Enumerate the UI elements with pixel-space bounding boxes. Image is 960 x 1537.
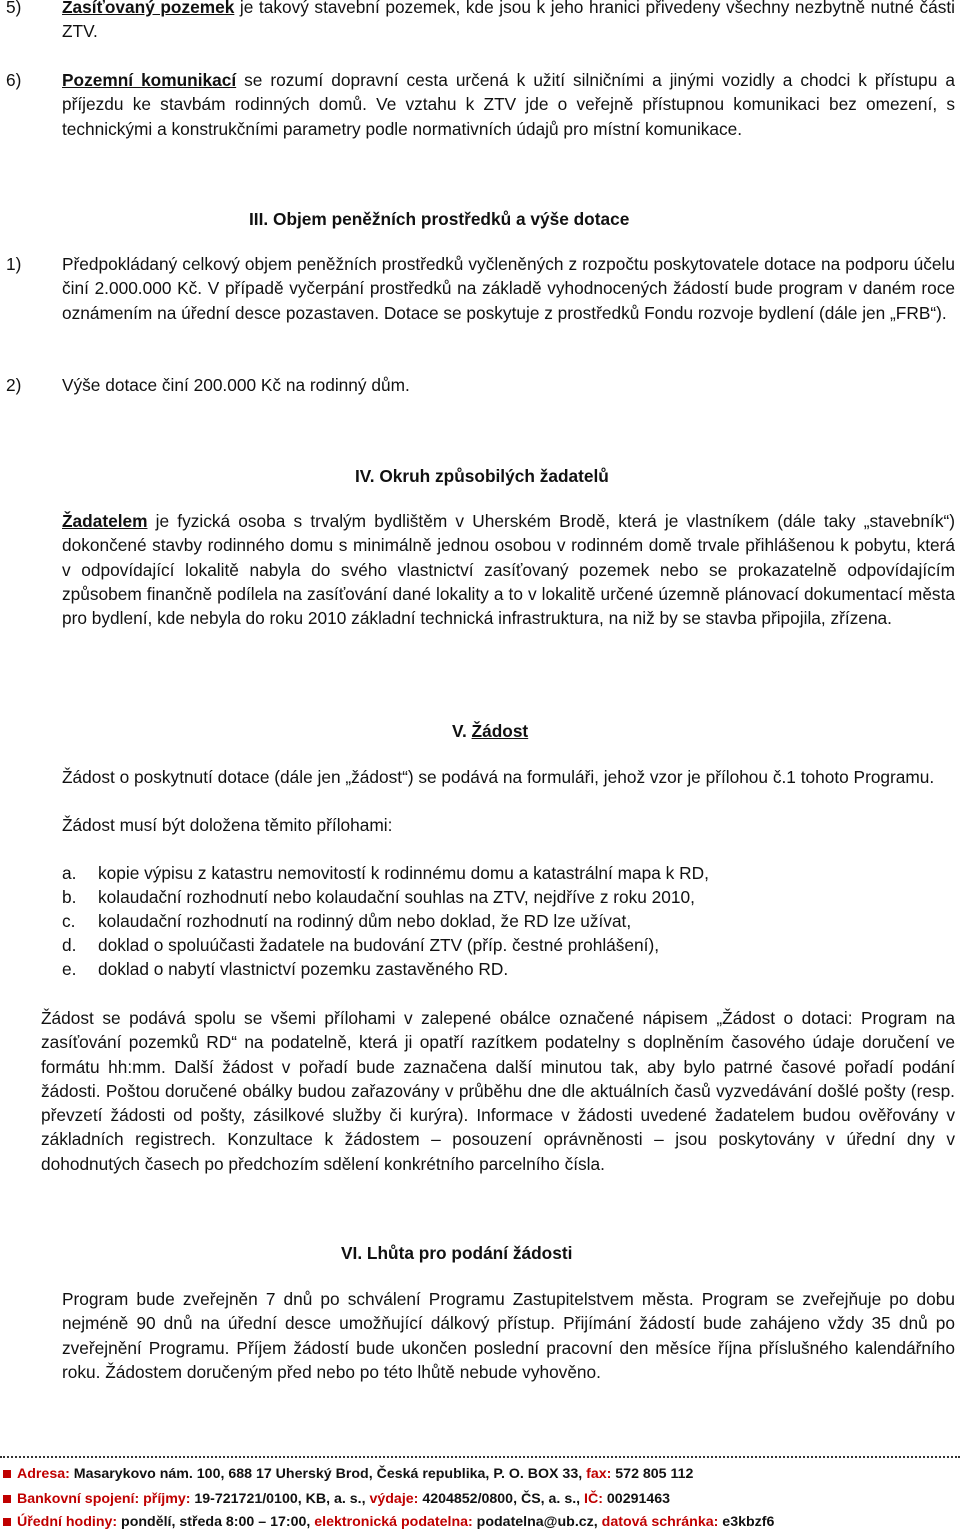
deadline-text: Program bude zveřejněn 7 dnů po schválení Programu Zastupitelstvem města. Program se zveřejňuje po dobu nejméně 90 dnů na úřední desce umožňující dálkový přístup. Přijímání žádostí bude zahájeno vždy 35 dnů po zveřejnění Programu. Příjem žádostí bude ukončen poslední pracovní den měsíce října příslušného kalendářního roku. Žádostem doručeným před nebo po této lhůtě nebude vyhověno. <box>62 1289 955 1382</box>
attachments-intro: Žádost musí být doložena těmito přílohami: <box>62 815 393 835</box>
document-page: 5) Zasíťovaný pozemek je takový stavební pozemek, kde jsou k jeho hranici přivedeny všechny nezbytně nutné části ZTV. 6) Pozemní komunikací se rozumí dopravní cesta určená k užití silničními a jinými vozidly a chodci k přístupu a příjezdu ke stavbám rodinných domů. Ve vztahu k ZTV jde o veřejně přístupnou komunikaci bez omezení, s technickými a konstrukčními parametry podle normativních údajů pro místní komunikace. III. Objem peněžních prostředků a výše dotace 1) Předpokládaný celkový objem peněžních prostředků vyčleněných z rozpočtu poskytovatele dotace na podporu účelu činí 2.000.000 Kč. V případě vyčerpání prostředků na základě vyhodnocených žádostí bude program v daném roce oznámením na úřední desce pozastaven. Dotace se poskytuje z prostředků Fondu rozvoje bydlení (dále jen „FRB“). 2) Výše dotace činí 200.000 Kč na rodinný dům. IV. Okruh způsobilých žadatelů Žadatelem je fyzická osoba s trvalým bydlištěm v Uherském Brodě, která je vlastníkem (dále taky „stavebník“) dokončené stavby rodinného domu s minimálně jednou osobou v rodinném domě trvale přihlášenou k pobytu, která v odpovídající lokalitě nabyla do svého vlastnictví zasíťovaný pozemek nebo se prokazatelně odpovídajícím způsobem finančně podílela na zasíťování dané lokality a to v lokalitě určené územně plánovací dokumentací města pro bydlení, kde nebyla do roku 2010 základní technická infrastruktura, na niž by se stavba připojila, zřízena. V. Žádost Žádost o poskytnutí dotace (dále jen „žádost“) se podává na formuláři, jehož vzor je přílohou č.1 tohoto Programu. Žádost musí být doložena těmito přílohami: a. kopie výpisu z katastru nemovitostí k rodinnému domu a katastrální mapa k RD, b. kolaudační rozhodnutí nebo kolaudační souhlas na ZTV, nejdříve z roku 2010, c. kolaudační rozhodnutí na rodinný dům nebo doklad, že RD lze užívat, d. doklad o spoluúčasti žadatele na budování ZTV (příp. čestné prohlášení), e. doklad o nabytí vlastnictví pozemku zastavěného RD. Žádost se podává spolu se všemi přílohami v zalepené obálce označené nápisem „Žádost o dotaci: Program na zasíťování pozemků RD“ na podatelně, která ji opatří razítkem podatelny s doplněním časového údaje doručení ve formátu hh:mm. Další žádost v pořadí bude zaznačena další minutou tak, aby bylo patrné časové pořadí podání žádosti. Poštou doručené obálky budou zařazovány v průběhu dne dle aktuálních časů vyzvedávání došlé pošty (resp. převzetí žádosti od pošty, zásilkové služby či kurýra). Informace v žádosti uvedené žadatelem budou ověřovány v základních registrech. Konzultace k žádostem – posouzení oprávněnosti – jsou poskytovány v úřední dny v dohodnutých časech po předchozím sdělení konkrétního parcelního čísla. VI. Lhůta pro podání žádosti Program bude zveřejněn 7 dnů po schválení Programu Zastupitelstvem města. Program se zveřejňuje po dobu nejméně 90 dnů na úřední desce umožňující dálkový přístup. Přijímání žádostí bude zahájeno vždy 35 dnů po zveřejnění Programu. Příjem žádostí bude ukončen poslední pracovní den měsíce října příslušného kalendářního roku. Žádostem doručeným před nebo po této lhůtě nebude vyhověno. Adresa: Masarykovo nám. 100, 688 17 Uherský Brod, Česká republika, P. O. BOX 33, fax: 572 805 112 Bankovní spojení: příjmy: 19-721721/0100, KB, a. s., výdaje: 4204852/0800, ČS, a. s., IČ: 00291463 Úřední hodiny: pondělí, středa 8:00 – 17:00, elektronická podatelna: podatelna@ub.cz, datová schránka: e3kbzf6 <box>0 0 960 1537</box>
section-heading-v: V. Žádost <box>452 721 529 741</box>
footer-bank: Bankovní spojení: příjmy: 19-721721/0100, KB, a. s., výdaje: 4204852/0800, ČS, a. s., IČ: 00291463 <box>0 1490 960 1508</box>
footer-divider <box>0 1456 960 1458</box>
item-text: Pozemní komunikací se rozumí dopravní cesta určená k užití silničními a jinými vozidly a chodci k přístupu a příjezdu ke stavbám rodinných domů. Ve vztahu k ZTV jde o veřejně přístupnou komunikaci bez omezení, s technickými a konstrukčními parametry podle normativních údajů pro místní komunikace. <box>62 70 955 139</box>
application-intro: Žádost o poskytnutí dotace (dále jen „žádost“) se podává na formuláři, jehož vzor je přílohou č.1 tohoto Programu. <box>62 767 935 787</box>
defined-term: Žadatelem <box>62 511 148 531</box>
section-heading-vi: VI. Lhůta pro podání žádosti <box>341 1243 573 1263</box>
section-heading-iv: IV. Okruh způsobilých žadatelů <box>355 466 609 486</box>
defined-term: Pozemní komunikací <box>62 70 237 90</box>
submission-instructions: Žádost se podává spolu se všemi přílohami v zalepené obálce označené nápisem „Žádost o dotaci: Program na zasíťování pozemků RD“ na podatelně, která ji opatří razítkem podatelny s doplněním časového údaje doručení ve formátu hh:mm. Další žádost v pořadí bude zaznačena další minutou tak, aby bylo patrné časové pořadí podání žádosti. Poštou doručené obálky budou zařazovány v průběhu dne dle aktuálních časů vyzvedávání došlé pošty (resp. převzetí žádosti od pošty, zásilkové služby či kurýra). Informace v žádosti uvedené žadatelem budou ověřovány v základních registrech. Konzultace k žádostem – posouzení oprávněnosti – jsou poskytovány v úřední dny v dohodnutých časech po předchozím sdělení konkrétního parcelního čísla. <box>41 1008 955 1174</box>
footer-address: Adresa: Masarykovo nám. 100, 688 17 Uherský Brod, Česká republika, P. O. BOX 33, fax: 572 805 112 <box>0 1465 960 1483</box>
bullet-square-icon <box>3 1518 11 1526</box>
item-number: 2) <box>6 375 22 395</box>
item-number: 1) <box>6 254 22 274</box>
definition-item-5 <box>0 0 960 45</box>
item-text: Výše dotace činí 200.000 Kč na rodinný dům. <box>62 375 410 395</box>
item-number: 5) <box>6 0 22 17</box>
item-text: Předpokládaný celkový objem peněžních prostředků vyčleněných z rozpočtu poskytovatele dotace na podporu účelu činí 2.000.000 Kč. V případě vyčerpání prostředků na základě vyhodnocených žádostí bude program v daném roce oznámením na úřední desce pozastaven. Dotace se poskytuje z prostředků Fondu rozvoje bydlení (dále jen „FRB“). <box>62 254 955 323</box>
item-number: 6) <box>6 70 22 90</box>
defined-term: Zasíťovaný pozemek <box>62 0 235 17</box>
item-text: Zasíťovaný pozemek je takový stavební pozemek, kde jsou k jeho hranici přivedeny všechny nezbytně nutné části ZTV. <box>62 0 955 44</box>
bullet-square-icon <box>3 1495 11 1503</box>
definition-item-6 <box>0 68 960 168</box>
footer-hours: Úřední hodiny: pondělí, středa 8:00 – 17:00, elektronická podatelna: podatelna@ub.cz, datová schránka: e3kbzf6 <box>0 1513 960 1531</box>
applicant-definition: Žadatelem je fyzická osoba s trvalým bydlištěm v Uherském Brodě, která je vlastníkem (dále taky „stavebník“) dokončené stavby rodinného domu s minimálně jednou osobou v rodinném domě trvale přihlášenou k pobytu, která v odpovídající lokalitě nabyla do svého vlastnictví zasíťovaný pozemek nebo se prokazatelně odpovídajícím způsobem finančně podílela na zasíťování dané lokality a to v lokalitě určené územně plánovací dokumentací města pro bydlení, kde nebyla do roku 2010 základní technická infrastruktura, na niž by se stavba připojila, zřízena. <box>62 511 955 629</box>
bullet-square-icon <box>3 1470 11 1478</box>
budget-item-2 <box>0 373 960 399</box>
section-heading-iii: III. Objem peněžních prostředků a výše dotace <box>249 209 630 229</box>
budget-item-1 <box>0 252 960 352</box>
